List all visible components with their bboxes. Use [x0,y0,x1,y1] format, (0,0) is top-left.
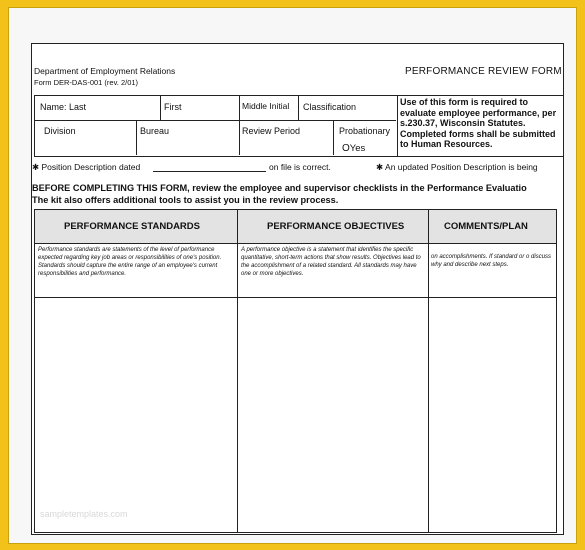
updated-pd-line [376,162,538,173]
position-description-line [32,162,140,173]
notice-text: Use of this form is required to evaluate employee performance, per s.230.37, Wisconsin Statutes. Completed forms shall be submitted to Human Resources. [400,97,557,149]
bullet-icon: ✱ [32,162,40,172]
updated-pd-label: An updated Position Description is being [385,162,538,172]
first-name-field[interactable]: First [164,102,182,112]
comments-description: on accomplishments. If standard or o discuss why and describe next steps. [431,254,552,268]
review-period-field[interactable]: Review Period [242,126,301,136]
column-header-objectives: PERFORMANCE OBJECTIVES [267,221,405,232]
name-last-field[interactable]: Name: Last [40,102,87,112]
radio-circle-icon: O [342,143,350,154]
document-frame [8,7,577,544]
form-number: Form DER-DAS-001 (rev. 2/01) [34,78,139,87]
instructions-line-1: BEFORE COMPLETING THIS FORM, review the employee and supervisor checklists in the Performance Evaluatio [32,183,527,193]
form-sheet [31,43,564,535]
column-header-standards: PERFORMANCE STANDARDS [64,221,200,232]
objectives-description: A performance objective is a statement that identifies the specific quantitative, short-term actions that show results. Objectives lead to the accomplishment of a related standard. All standards may have one or more objectives. [241,247,421,277]
classification-field[interactable]: Classification [303,102,357,112]
department-name: Department of Employment Relations [34,66,176,76]
date-blank-line[interactable] [153,171,266,172]
watermark: sampletemplates.com [40,509,128,519]
form-title: PERFORMANCE REVIEW FORM [405,66,562,77]
bullet-icon: ✱ [376,162,384,172]
position-dated-label: Position Description dated [41,162,141,172]
middle-initial-field[interactable]: Middle Initial [242,101,290,111]
on-file-label: on file is correct. [269,162,331,172]
probationary-yes-label: Yes [349,143,366,154]
probationary-field: Probationary [339,126,391,136]
bureau-field[interactable]: Bureau [140,126,170,136]
division-field[interactable]: Division [44,126,76,136]
column-header-comments: COMMENTS/PLAN [444,221,528,232]
instructions-line-2: The kit also offers additional tools to assist you in the review process. [32,195,339,205]
probationary-yes-option[interactable] [342,143,365,154]
standards-description: Performance standards are statements of the level of performance expected regarding key job areas or responsibilities of one's position. Standards should capture the entire range of an employee's current responsibilities and performance. [38,247,222,277]
